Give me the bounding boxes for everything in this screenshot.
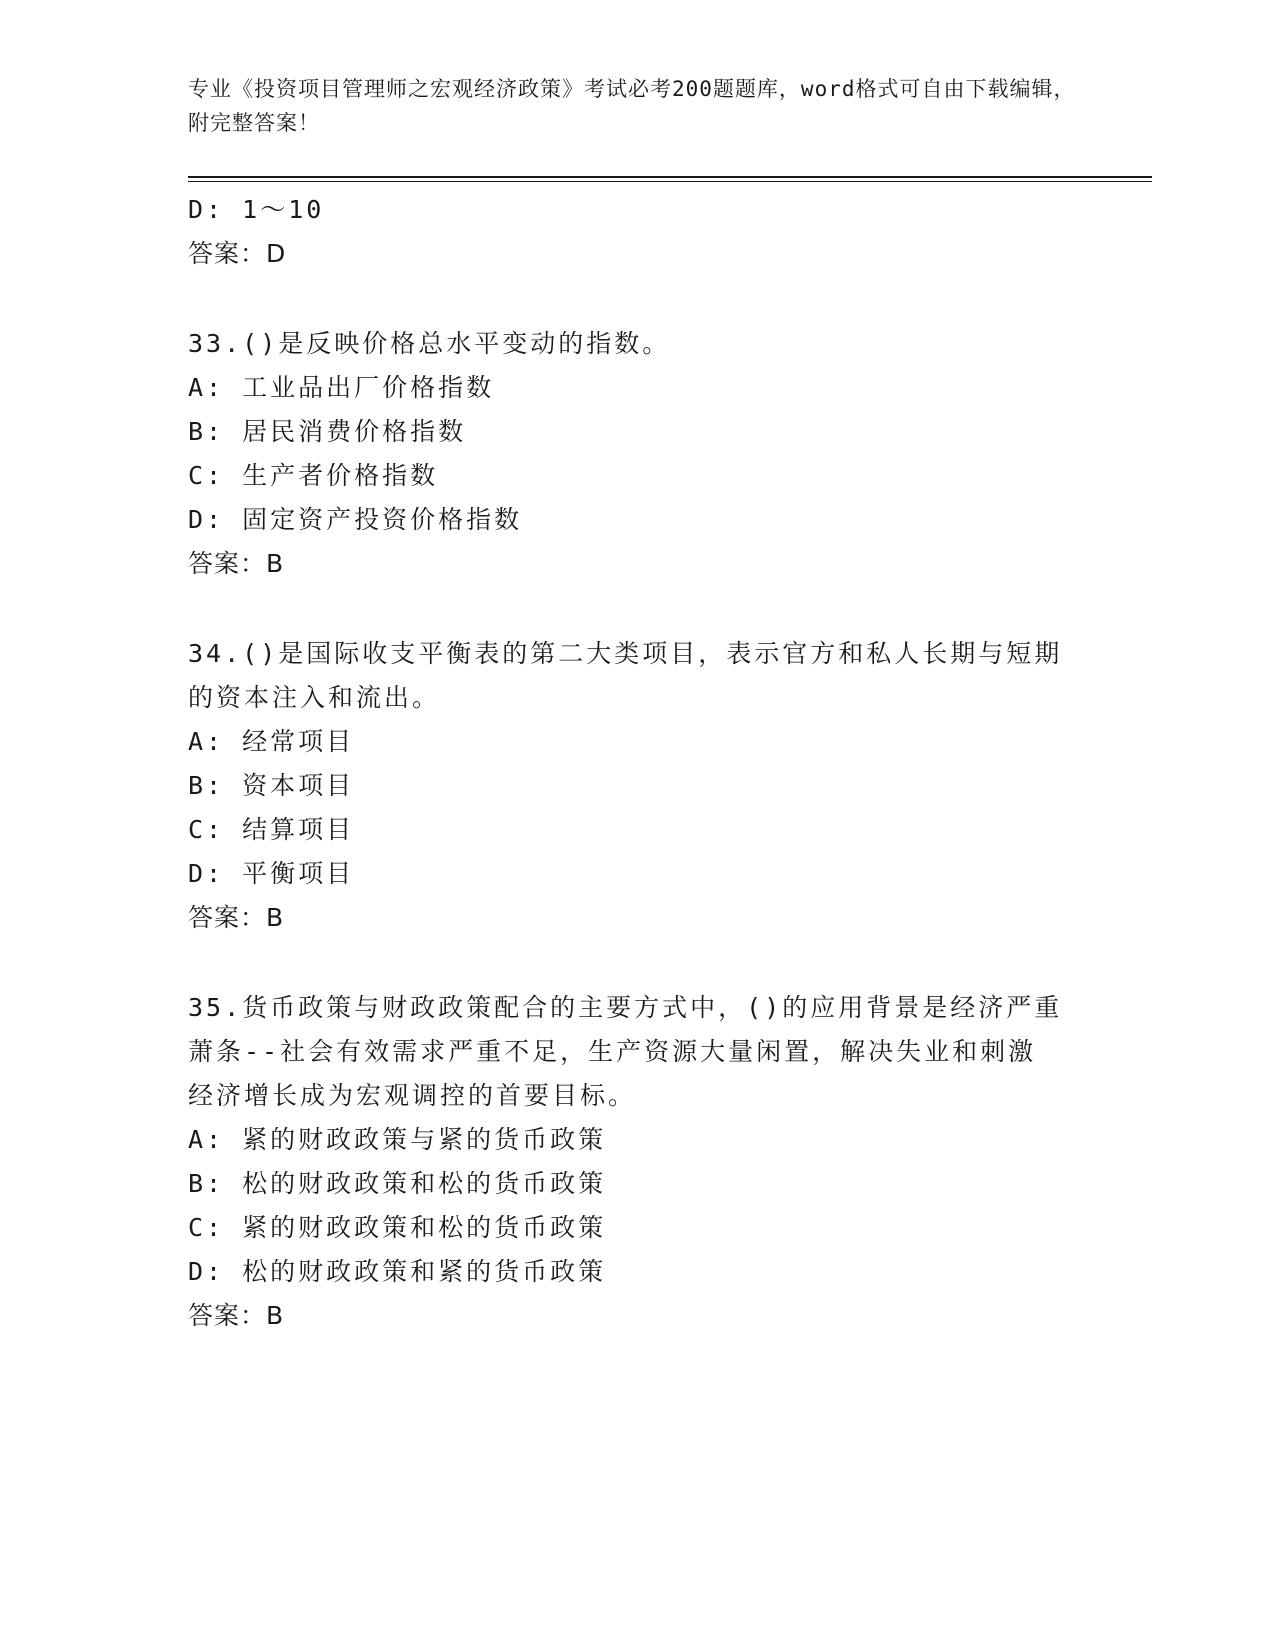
question-34-option-b: B: 资本项目 <box>188 771 355 800</box>
question-35-stem: 35.货币政策与财政政策配合的主要方式中，()的应用背景是经济严重 <box>188 993 1063 1022</box>
question-33-option-c: C: 生产者价格指数 <box>188 461 439 490</box>
question-35-option-d: D: 松的财政政策和紧的货币政策 <box>188 1257 607 1286</box>
question-34-stem: 34.()是国际收支平衡表的第二大类项目，表示官方和私人长期与短期 <box>188 639 1063 668</box>
question-35-option-a: A: 紧的财政政策与紧的货币政策 <box>188 1125 607 1154</box>
answer-text: 答案：D <box>188 239 287 268</box>
question-33-option-b: B: 居民消费价格指数 <box>188 417 467 446</box>
question-34-option-c: C: 结算项目 <box>188 815 355 844</box>
question-34-option-a: A: 经常项目 <box>188 727 355 756</box>
question-34-answer: 答案：B <box>188 903 285 932</box>
question-34-option-d: D: 平衡项目 <box>188 859 355 888</box>
question-35-option-c: C: 紧的财政政策和松的货币政策 <box>188 1213 607 1242</box>
question-34-stem-continued: 的资本注入和流出。 <box>188 683 441 712</box>
document-header: 专业《投资项目管理师之宏观经济政策》考试必考200题题库，word格式可自由下载编辑，附完整答案！ <box>188 77 1076 135</box>
question-35-answer: 答案：B <box>188 1301 285 1330</box>
question-35-stem-continued: 萧条--社会有效需求严重不足，生产资源大量闲置，解决失业和刺激 <box>188 1037 1037 1066</box>
question-33-answer: 答案：B <box>188 549 285 578</box>
question-35-option-b: B: 松的财政政策和松的货币政策 <box>188 1169 607 1198</box>
question-33-stem: 33.()是反映价格总水平变动的指数。 <box>188 329 671 358</box>
header-divider-thick <box>188 176 1152 178</box>
question-33-option-a: A: 工业品出厂价格指数 <box>188 373 495 402</box>
header-divider-thin <box>188 181 1152 182</box>
question-33-option-d: D: 固定资产投资价格指数 <box>188 505 523 534</box>
option-d: D: 1～10 <box>188 195 325 224</box>
question-35-stem-continued-2: 经济增长成为宏观调控的首要目标。 <box>188 1081 637 1110</box>
